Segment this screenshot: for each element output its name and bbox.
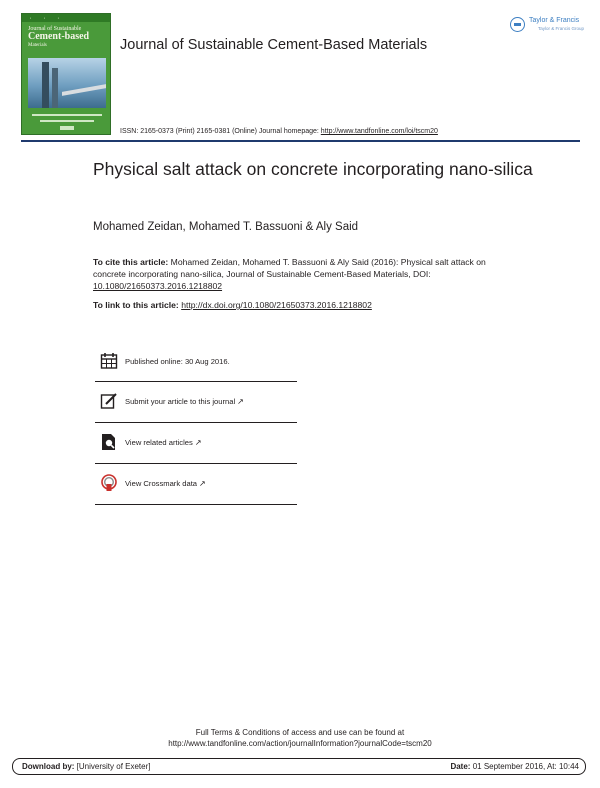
related-articles-text: View related articles: [125, 438, 193, 447]
download-label: Download by:: [22, 762, 75, 771]
issn-line: [120, 128, 438, 135]
download-date-value: 01 September 2016, At: 10:44: [470, 762, 579, 771]
crossmark-label: [125, 479, 206, 488]
publisher-name: Taylor & Francis: [529, 17, 580, 24]
action-divider: [95, 504, 297, 505]
article-doi-url-link[interactable]: http://dx.doi.org/10.1080/21650373.2016.1218802: [181, 300, 372, 310]
citation-block: [93, 256, 513, 292]
external-link-icon: ↗: [194, 438, 202, 447]
publisher-tagline: Taylor & Francis Group: [538, 26, 585, 31]
download-institution: [University of Exeter]: [74, 762, 151, 771]
link-label: To link to this article:: [93, 300, 182, 310]
publisher-logo[interactable]: [510, 16, 590, 38]
edit-icon: [100, 392, 118, 410]
download-info-bar: [12, 758, 586, 775]
issn-text: ISSN: 2165-0373 (Print) 2165-0381 (Online) Journal homepage:: [120, 128, 321, 135]
citation-text: Mohamed Zeidan, Mohamed T. Bassuoni & Aly Said (2016): Physical salt attack on concrete incorporating nano-silica, Journal of Sustainable Cement-Based Materials, DOI:: [93, 257, 486, 279]
publisher-logo-icon: [510, 17, 525, 32]
published-online-text: Published online: 30 Aug 2016.: [125, 357, 230, 366]
citation-label: To cite this article:: [93, 257, 169, 267]
cover-title-line3: Materials: [28, 42, 47, 48]
header-divider: [21, 140, 580, 142]
terms-line1: Full Terms & Conditions of access and use can be found at: [195, 728, 405, 737]
submit-article-text: Submit your article to this journal: [125, 397, 236, 406]
cover-title: [28, 26, 108, 48]
published-online-item: [95, 342, 297, 382]
submit-article-label: [125, 397, 244, 406]
related-articles-link[interactable]: [95, 423, 297, 463]
crossmark-link[interactable]: [95, 464, 297, 504]
article-title: Physical salt attack on concrete incorporating nano-silica: [93, 159, 533, 179]
cover-title-line2: Cement-based: [28, 31, 90, 43]
article-link-block: [93, 300, 513, 310]
calendar-icon: [100, 352, 118, 370]
crossmark-icon: [100, 474, 118, 492]
journal-cover-image: ▪ ▪ ▪ Journal of Sustainable Cement-based Materials: [21, 13, 111, 135]
search-icon: [100, 433, 118, 451]
article-authors: Mohamed Zeidan, Mohamed T. Bassuoni & Aly Said: [93, 221, 359, 233]
external-link-icon: ↗: [237, 397, 244, 406]
journal-homepage-link[interactable]: http://www.tandfonline.com/loi/tscm20: [320, 128, 438, 135]
external-link-icon: ↗: [199, 479, 206, 488]
download-date: [450, 762, 579, 771]
cover-photo: [28, 58, 106, 108]
citation-doi-link[interactable]: 10.1080/21650373.2016.1218802: [93, 281, 223, 291]
journal-title: Journal of Sustainable Cement-Based Materials: [120, 37, 428, 53]
related-articles-label: [125, 438, 202, 447]
download-by: [22, 762, 150, 771]
cover-title-line1: Journal of Sustainable: [28, 26, 82, 32]
download-date-label: Date:: [450, 762, 471, 771]
crossmark-text: View Crossmark data: [125, 479, 198, 488]
terms-notice: [0, 727, 600, 749]
terms-url-link[interactable]: http://www.tandfonline.com/action/journalInformation?journalCode=tscm20: [168, 739, 432, 748]
submit-article-link[interactable]: [95, 382, 297, 422]
